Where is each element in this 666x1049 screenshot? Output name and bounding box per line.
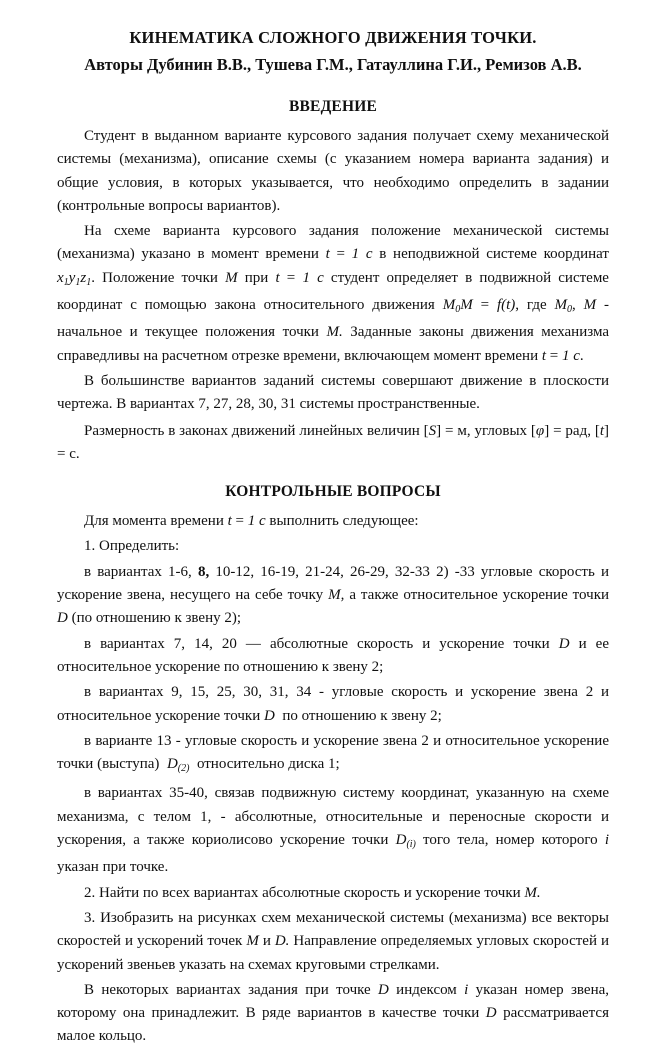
paragraph-variants-1-6: в вариантах 1-6, 8, 10-12, 16-19, 21-24, 26-29, 32-33 2) -33 угловые скорость и ускорение звена, несущего на себе точку M, а также относительное ускорение точки D (по отношению к звену 2); — [57, 563, 610, 627]
paragraph-variants-35-40: в вариантах 35-40, связав подвижную систему координат, указанную на схеме механизма, с телом 1, - абсолютные, относительные и переносные скорости и ускорения, а также кориолисово ускорение точки $D_{(i)}$ того тела, номер которого i указан при точке. — [57, 785, 609, 876]
paragraph-item-1-determine: 1. Определить: — [84, 538, 180, 555]
paragraph-variants-7-14-20: в вариантах 7, 14, 20 — абсолютные скорость и ускорение точки D и ее относительное ускорение по отношению к звену 2; — [57, 635, 609, 675]
paragraph-intro-1: Студент в выданном варианте курсового задания получает схему механической системы (механизма), описание схемы (с указанием номера варианта задания) и общие условия, в которых указывается, что необходимо определить в задании (контрольные вопросы вариантов). — [57, 128, 609, 214]
paragraph-intro-2: На схеме варианта курсового задания положение механической системы (механизма) указано в момент времени t = 1 с в неподвижной системе координат $x_1y_1z_1$. Положение точки M при t = 1 с студент определяет в подвижной системе координат с помощью закона относительного движения $M_0M = f(t)$, где $M_0$, M - начальное и текущее положения точки M. Заданные законы движения механизма справедливы на расчетном отрезке времени, включающем момент времени t = 1 с. — [57, 223, 610, 364]
document-title: КИНЕМАТИКА СЛОЖНОГО ДВИЖЕНИЯ ТОЧКИ. — [129, 28, 537, 47]
paragraph-intro-3: В большинстве вариантов заданий системы совершают движение в плоскости чертежа. В вариантах 7, 27, 28, 30, 31 системы пространственные. — [57, 372, 609, 413]
paragraph-variants-9-15-25: в вариантах 9, 15, 25, 30, 31, 34 - угловые скорость и ускорение звена 2 и относительное ускорение точки D по отношению к звену 2; — [57, 684, 609, 724]
paragraph-item-2-find: 2. Найти по всех вариантах абсолютные скорость и ускорение точки M. — [84, 884, 541, 901]
section-heading-introduction: ВВЕДЕНИЕ — [288, 98, 378, 115]
paragraph-task-intro: Для момента времени t = 1 с выполнить следующее: — [84, 513, 419, 530]
paragraph-item-3-draw: 3. Изобразить на рисунках схем механической системы (механизма) все векторы скоростей и ускорений точек M и D. Направление определяемых угловых скоростей и ускорений звеньев указать на схемах круговыми стрелками. — [57, 909, 610, 973]
paragraph-note-index: В некоторых вариантах задания при точке D индексом i указан номер звена, которому она принадлежит. В ряде вариантов в качестве точки D рассматривается малое кольцо. — [57, 981, 610, 1045]
authors-line: Авторы Дубинин В.В., Тушева Г.М., Гатауллина Г.И., Ремизов А.В. — [84, 55, 582, 74]
paragraph-variant-13: в варианте 13 - угловые скорость и ускорение звена 2 и относительное ускорение точки (выступа) $D_{(2)}$ относительно диска 1; — [57, 732, 609, 775]
section-heading-control-questions: КОНТРОЛЬНЫЕ ВОПРОСЫ — [225, 483, 441, 501]
paragraph-dimensions: Размерность в законах движений линейных величин [S] = м, угловых [φ] = рад, [t] = с. — [57, 422, 609, 462]
